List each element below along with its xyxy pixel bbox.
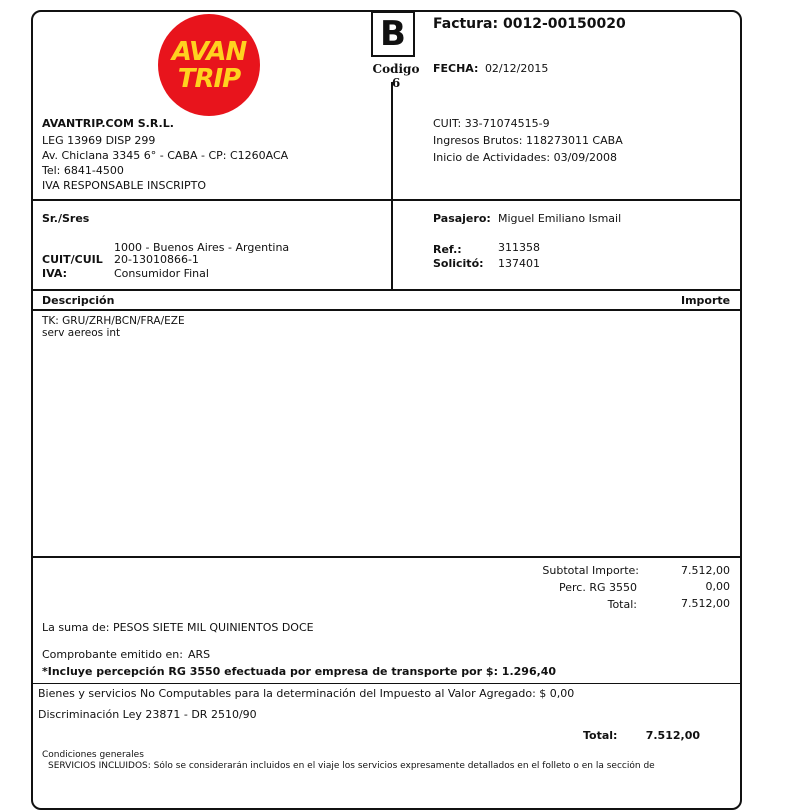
divider-footer	[31, 683, 742, 684]
avantrip-logo	[158, 14, 260, 116]
client-iva-value: Consumidor Final	[114, 267, 209, 280]
fecha-row	[433, 62, 548, 75]
condiciones-title: Condiciones generales	[42, 750, 144, 760]
percepcion-note: *Incluye percepción RG 3550 efectuada por empresa de transporte por $: 1.296,40	[42, 665, 557, 678]
condiciones-text: SERVICIOS INCLUIDOS: Sólo se considerarán incluidos en el viaje los servicios expresamente detallados en el folleto o en la sección de	[48, 761, 655, 771]
final-total-value: 7.512,00	[645, 729, 700, 742]
bienes-text: Bienes y servicios No Computables para la determinación del Impuesto al Valor Agregado: $ 0,00	[38, 687, 575, 700]
factura-title	[433, 16, 626, 32]
passenger-label: Pasajero:	[433, 212, 491, 225]
subtotal-value: 7.512,00	[681, 564, 730, 577]
solicito-value: 137401	[498, 257, 540, 270]
company-address: Av. Chiclana 3345 6° - CABA - CP: C1260ACA	[42, 149, 289, 162]
client-iva-label: IVA:	[42, 267, 67, 280]
final-total-label: Total:	[583, 729, 618, 742]
tax-inicio: Inicio de Actividades: 03/09/2008	[433, 151, 617, 164]
ref-label: Ref.:	[433, 243, 462, 256]
client-cuit-value: 20-13010866-1	[114, 253, 199, 266]
perc-label: Perc. RG 3550	[559, 581, 637, 594]
solicito-label: Solicitó:	[433, 257, 484, 270]
factura-number: 0012-00150020	[502, 16, 626, 32]
invoice-letter: B	[371, 11, 415, 57]
fecha-value: 02/12/2015	[484, 62, 549, 75]
client-location: 1000 - Buenos Aires - Argentina	[114, 241, 290, 254]
ref-value: 311358	[498, 241, 540, 254]
divider-vertical-top	[391, 82, 393, 200]
col-amount: Importe	[681, 294, 731, 307]
total-value: 7.512,00	[681, 597, 730, 610]
client-title: Sr./Sres	[42, 212, 90, 225]
col-description: Descripción	[42, 294, 115, 307]
suma-text: La suma de: PESOS SIETE MIL QUINIENTOS DOCE	[42, 621, 314, 634]
divider-client	[31, 289, 742, 291]
logo-line2: TRIP	[177, 64, 241, 94]
emitido-label: Comprobante emitido en:	[42, 648, 183, 661]
company-name: AVANTRIP.COM S.R.L.	[42, 117, 174, 130]
divider-header	[31, 199, 742, 201]
discriminacion-text: Discriminación Ley 23871 - DR 2510/90	[38, 708, 257, 721]
tax-ingresos: Ingresos Brutos: 118273011 CABA	[433, 134, 623, 147]
passenger-name: Miguel Emiliano Ismail	[498, 212, 622, 225]
company-leg: LEG 13969 DISP 299	[42, 134, 156, 147]
company-tel: Tel: 6841-4500	[42, 164, 124, 177]
divider-vertical-client	[391, 199, 393, 290]
company-iva: IVA RESPONSABLE INSCRIPTO	[42, 179, 207, 192]
divider-table-body	[31, 556, 742, 558]
divider-table-header	[31, 309, 742, 311]
description-line2: serv aereos int	[42, 327, 121, 339]
fecha-label: FECHA:	[433, 62, 479, 75]
perc-value: 0,00	[705, 580, 730, 593]
factura-label: Factura:	[433, 16, 499, 32]
total-label: Total:	[607, 598, 637, 611]
tax-cuit: CUIT: 33-71074515-9	[433, 117, 550, 130]
subtotal-label: Subtotal Importe:	[542, 564, 639, 577]
logo-line1: AVAN	[171, 37, 247, 67]
emitido-value: ARS	[188, 648, 211, 661]
client-cuit-label: CUIT/CUIL	[42, 253, 103, 266]
description-line1: TK: GRU/ZRH/BCN/FRA/EZE	[42, 315, 185, 327]
codigo-label: Codigo 6	[372, 62, 420, 90]
